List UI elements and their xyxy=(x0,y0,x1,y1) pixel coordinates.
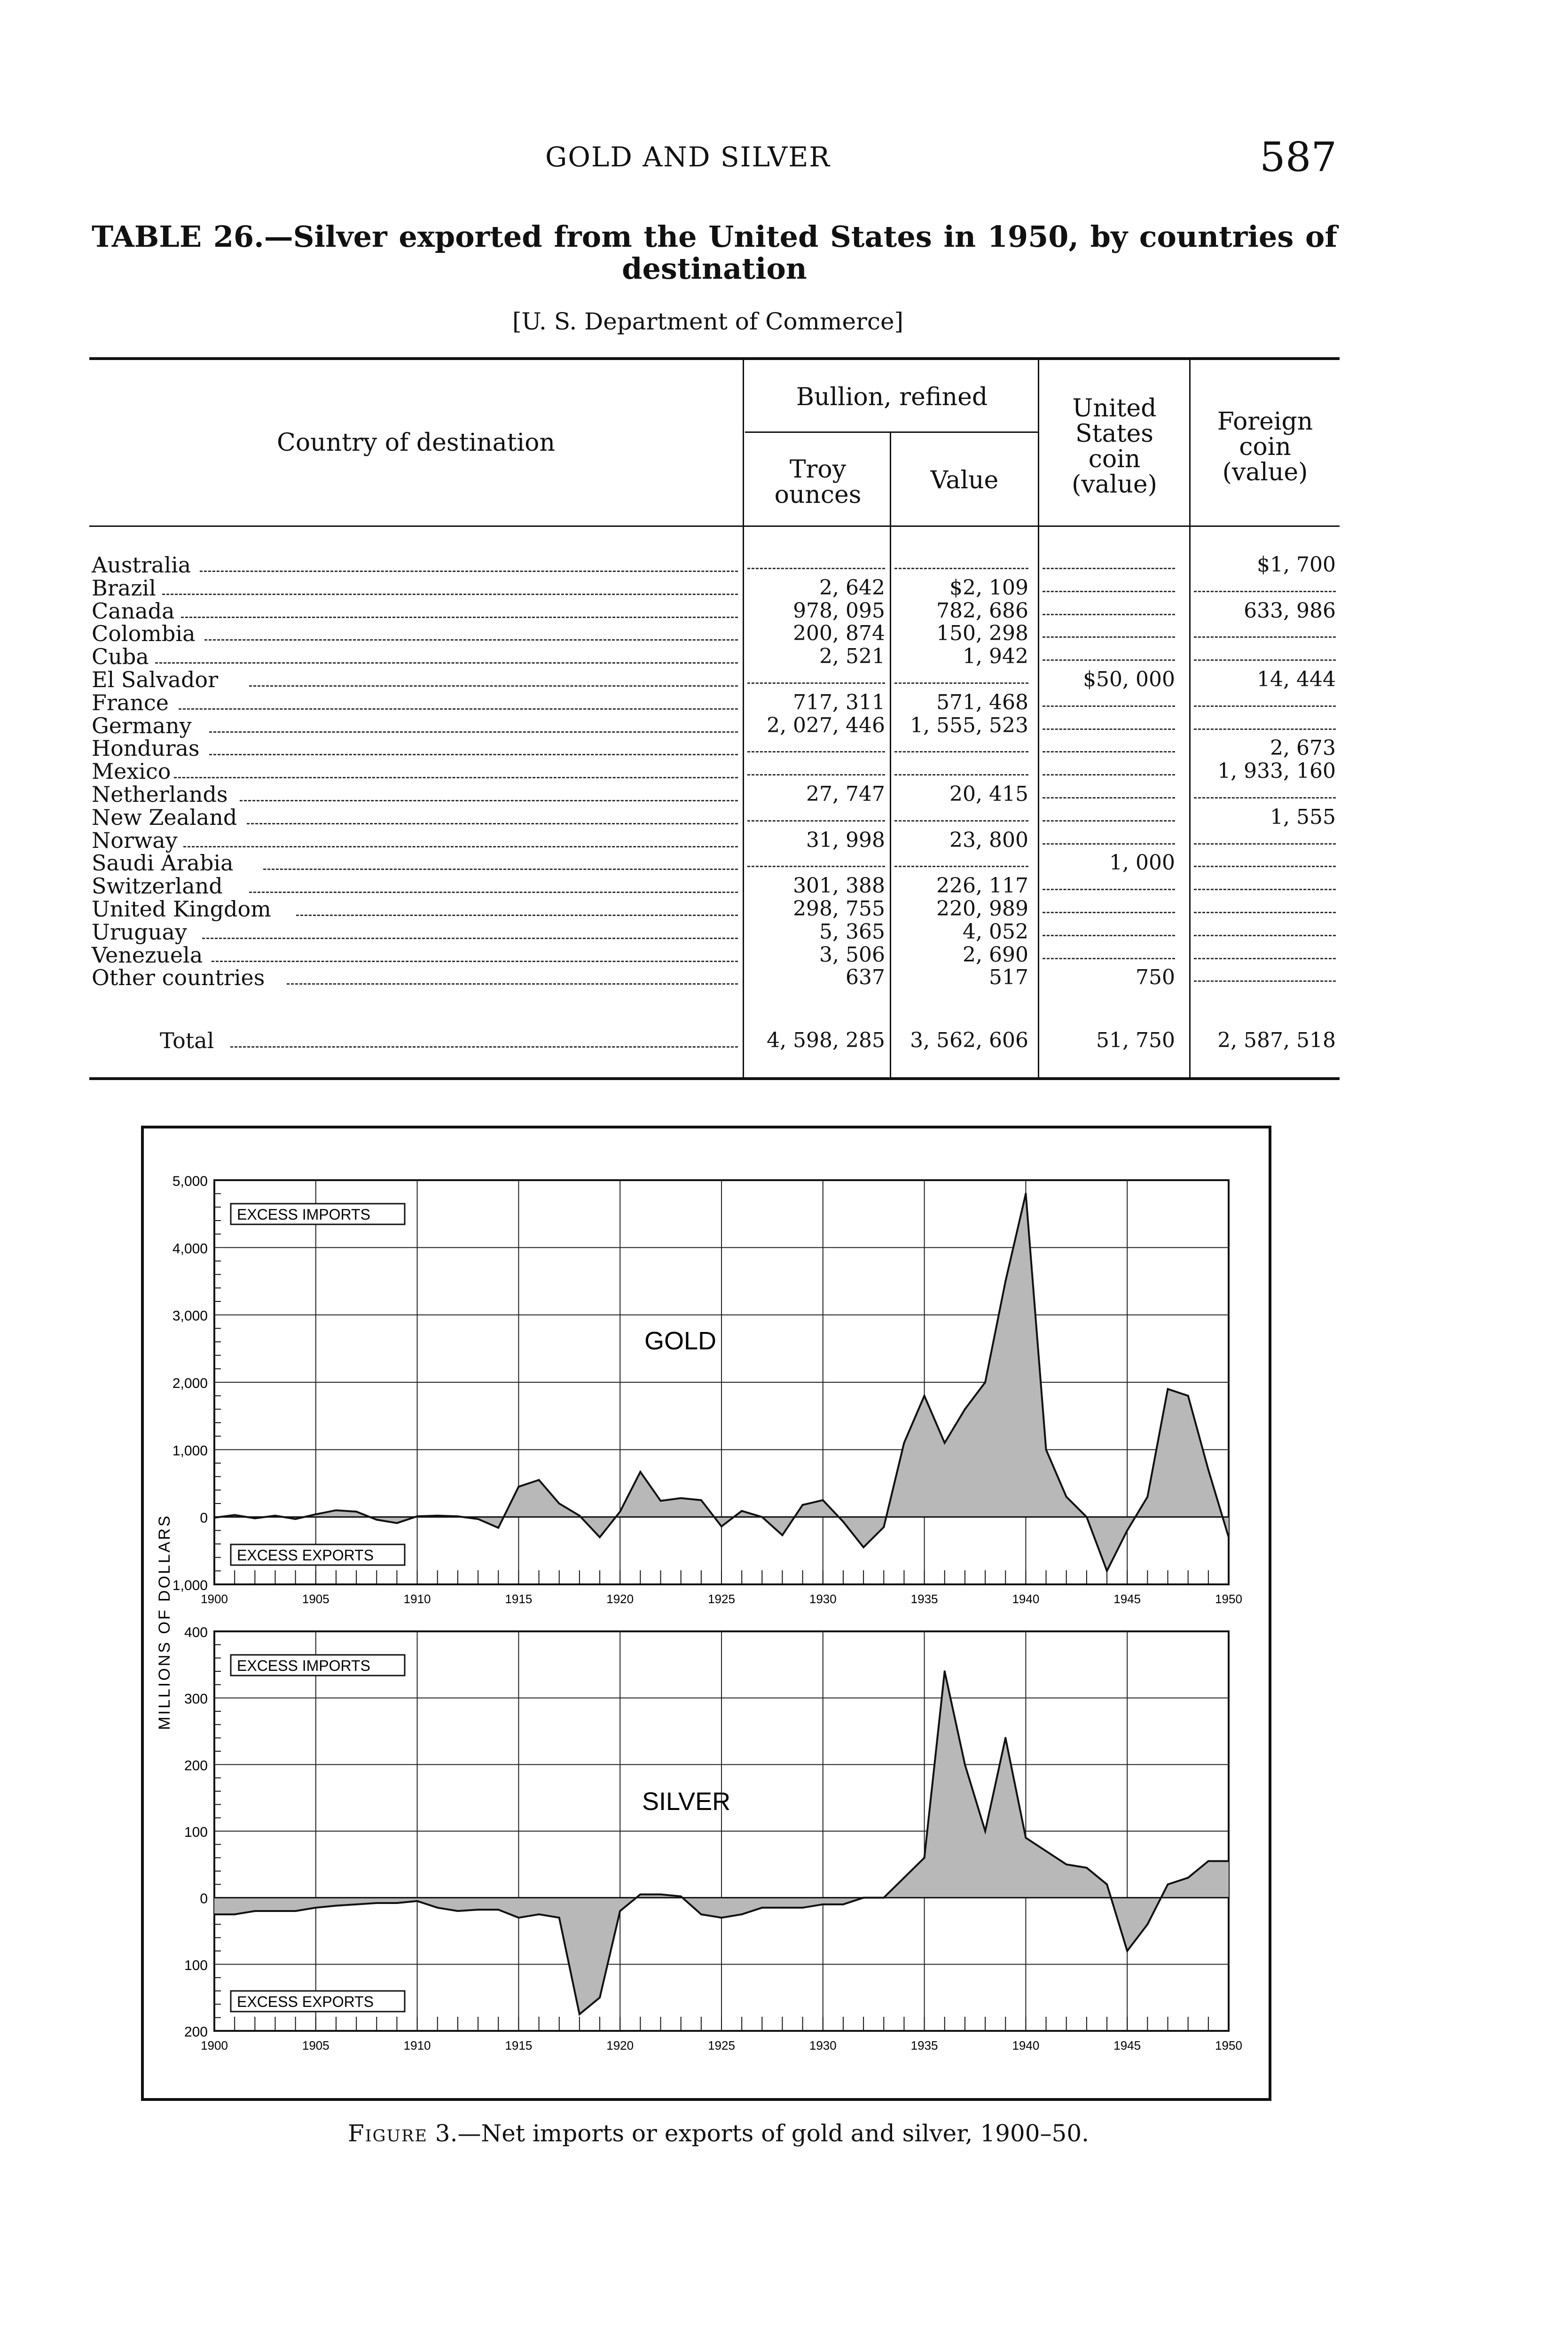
empty-cell-dashes xyxy=(894,820,1028,822)
cell-foreign: 1, 555 xyxy=(1270,805,1336,829)
header-troy-ounces-line: ounces xyxy=(774,481,862,509)
silver-x-tick-label: 1910 xyxy=(403,2038,431,2052)
empty-cell-dashes xyxy=(1194,843,1336,845)
silver-data-point xyxy=(781,1907,783,1909)
empty-cell-dashes xyxy=(1043,820,1175,822)
cell-troy: 27, 747 xyxy=(806,782,885,806)
silver-data-point xyxy=(254,1910,256,1912)
cell-value: 150, 298 xyxy=(936,621,1028,646)
gold-data-point xyxy=(437,1515,439,1517)
gold-x-tick-label: 1940 xyxy=(1012,1592,1040,1606)
empty-cell-dashes xyxy=(1043,568,1175,569)
empty-cell-dashes xyxy=(1043,958,1175,959)
gold-x-tick-label: 1935 xyxy=(910,1592,938,1606)
empty-cell-dashes xyxy=(1194,866,1336,867)
gold-x-tick-label: 1905 xyxy=(302,1592,329,1606)
gold-data-point xyxy=(862,1546,864,1548)
silver-data-point xyxy=(477,1909,479,1911)
y-axis-label: MILLIONS OF DOLLARS xyxy=(156,1514,173,1730)
gold-data-point xyxy=(619,1511,621,1512)
empty-cell-dashes xyxy=(747,820,885,822)
dot-leader xyxy=(202,938,738,939)
caption-prefix: Figure xyxy=(348,2120,428,2147)
header-country: Country of destination xyxy=(277,429,555,457)
gold-data-point xyxy=(558,1503,560,1504)
cell-value: 517 xyxy=(989,965,1028,990)
cell-value: 782, 686 xyxy=(936,598,1028,623)
silver-y-tick-label: 400 xyxy=(184,1625,208,1640)
silver-data-point xyxy=(822,1904,824,1905)
empty-cell-dashes xyxy=(1194,659,1336,661)
cell-value: 1, 555, 523 xyxy=(910,713,1028,737)
silver-data-point xyxy=(1228,1860,1230,1862)
empty-cell-dashes xyxy=(894,751,1028,752)
cell-value: 4, 052 xyxy=(963,919,1028,944)
gold-data-point xyxy=(274,1515,276,1517)
cell-troy: 301, 388 xyxy=(793,874,885,898)
silver-data-point xyxy=(639,1894,641,1896)
table-top-rule xyxy=(89,357,1340,360)
figure-caption xyxy=(348,2120,1089,2147)
silver-x-tick-label: 1950 xyxy=(1215,2038,1242,2052)
cell-troy: 2, 642 xyxy=(819,575,885,600)
silver-data-point xyxy=(842,1904,844,1905)
gold-data-point xyxy=(599,1536,601,1538)
silver-data-point xyxy=(660,1894,662,1896)
row-country: Germany xyxy=(92,713,192,738)
silver-data-point xyxy=(1106,1883,1108,1885)
cell-value: 2, 690 xyxy=(963,942,1028,967)
gold-data-point xyxy=(1004,1280,1006,1282)
dot-leader xyxy=(296,915,738,916)
gold-x-tick-label: 1915 xyxy=(505,1592,533,1606)
gold-data-point xyxy=(822,1499,824,1501)
dot-leader xyxy=(249,892,738,893)
empty-cell-dashes xyxy=(1043,728,1175,730)
row-country: Mexico xyxy=(92,759,171,784)
gold-data-point xyxy=(903,1442,905,1444)
silver-x-tick-label: 1900 xyxy=(201,2038,228,2052)
cell-us-coin: 51, 750 xyxy=(1096,1028,1175,1052)
gold-data-point xyxy=(1126,1529,1128,1531)
gold-data-point xyxy=(1187,1395,1189,1397)
empty-cell-dashes xyxy=(894,568,1028,569)
header-troy-ounces xyxy=(745,457,891,508)
gold-data-point xyxy=(639,1471,641,1473)
gold-x-tick-label: 1925 xyxy=(708,1592,735,1606)
dot-leader xyxy=(247,823,738,824)
gold-data-point xyxy=(213,1517,215,1519)
row-country: Australia xyxy=(92,552,191,578)
silver-data-point xyxy=(274,1910,276,1912)
silver-data-point xyxy=(761,1907,763,1909)
empty-cell-dashes xyxy=(1194,705,1336,707)
empty-cell-dashes xyxy=(1043,912,1175,913)
cell-us-coin: 1, 000 xyxy=(1109,851,1175,875)
silver-data-point xyxy=(335,1905,337,1907)
silver-data-point xyxy=(457,1910,459,1912)
figure-chart xyxy=(144,1128,1269,2098)
silver-data-point xyxy=(437,1907,439,1909)
gold-y-tick-label: 2,000 xyxy=(172,1376,208,1391)
silver-data-point xyxy=(1086,1867,1088,1869)
silver-excess-imports-box-label: EXCESS IMPORTS xyxy=(237,1657,370,1674)
gold-data-point xyxy=(1066,1496,1067,1498)
column-divider xyxy=(743,360,744,1077)
empty-cell-dashes xyxy=(747,866,885,867)
table-title xyxy=(92,221,1337,285)
header-troy-ounces-line: Troy xyxy=(789,455,847,484)
gold-data-point xyxy=(924,1395,925,1397)
gold-data-point xyxy=(457,1515,459,1517)
silver-x-tick-label: 1945 xyxy=(1113,2038,1141,2052)
row-country: Other countries xyxy=(92,965,265,991)
gold-x-tick-label: 1930 xyxy=(809,1592,837,1606)
silver-data-point xyxy=(964,1763,966,1765)
silver-series-label: SILVER xyxy=(642,1787,731,1816)
cell-troy: 31, 998 xyxy=(806,828,885,852)
gold-x-tick-label: 1910 xyxy=(403,1592,431,1606)
cell-troy: 717, 311 xyxy=(793,690,885,714)
silver-data-point xyxy=(1167,1883,1169,1885)
dot-leader xyxy=(183,846,738,847)
header-foreign-coin-line: (value) xyxy=(1222,458,1308,486)
dot-leader xyxy=(230,1046,738,1048)
dot-leader xyxy=(209,731,738,733)
cell-foreign: 2, 587, 518 xyxy=(1217,1028,1336,1052)
gold-data-point xyxy=(396,1522,398,1524)
gold-y-tick-label: 4,000 xyxy=(172,1241,208,1257)
gold-data-point xyxy=(376,1519,377,1520)
cell-value: $2, 109 xyxy=(949,575,1028,600)
silver-y-tick-label: 200 xyxy=(184,2024,208,2040)
empty-cell-dashes xyxy=(747,682,885,684)
silver-y-tick-label: 100 xyxy=(184,1825,208,1840)
silver-x-tick-label: 1940 xyxy=(1012,2038,1040,2052)
cell-troy: 4, 598, 285 xyxy=(767,1028,885,1052)
gold-data-point xyxy=(944,1442,946,1444)
cell-foreign: 2, 673 xyxy=(1270,736,1336,760)
silver-data-point xyxy=(558,1917,560,1919)
empty-cell-dashes xyxy=(1194,889,1336,890)
empty-cell-dashes xyxy=(1043,636,1175,638)
header-value: Value xyxy=(930,466,999,494)
empty-cell-dashes xyxy=(747,568,885,569)
cell-value: 3, 562, 606 xyxy=(910,1028,1028,1052)
table-source: [U. S. Department of Commerce] xyxy=(512,308,904,335)
gold-data-point xyxy=(700,1499,702,1501)
gold-excess-imports-box-label: EXCESS IMPORTS xyxy=(237,1206,370,1223)
header-us-coin-line: States xyxy=(1075,420,1153,448)
silver-data-point xyxy=(396,1902,398,1904)
gold-y-tick-label: 3,000 xyxy=(172,1308,208,1324)
empty-cell-dashes xyxy=(894,774,1028,776)
silver-data-point xyxy=(619,1910,621,1912)
gold-data-point xyxy=(538,1479,540,1481)
dot-leader xyxy=(162,594,738,595)
silver-data-point xyxy=(944,1670,946,1672)
header-foreign-coin xyxy=(1191,409,1340,485)
cell-value: 571, 468 xyxy=(936,690,1028,714)
gold-data-point xyxy=(721,1526,722,1528)
empty-cell-dashes xyxy=(1043,797,1175,799)
silver-data-point xyxy=(721,1917,722,1919)
gold-y-tick-label: 1,000 xyxy=(172,1443,208,1459)
dot-leader xyxy=(209,754,738,755)
gold-data-point xyxy=(680,1497,682,1499)
empty-cell-dashes xyxy=(1194,591,1336,592)
empty-cell-dashes xyxy=(1194,980,1336,982)
table-title-line-1: TABLE 26.—Silver exported from the United States in 1950, by countries of xyxy=(92,219,1337,254)
silver-data-point xyxy=(1146,1923,1148,1925)
dot-leader xyxy=(181,617,738,618)
silver-data-point xyxy=(234,1913,235,1915)
cell-foreign: 14, 444 xyxy=(1257,667,1336,691)
silver-data-point xyxy=(883,1897,885,1899)
gold-data-point xyxy=(1228,1536,1230,1538)
silver-x-tick-label: 1920 xyxy=(606,2038,634,2052)
gold-x-tick-label: 1950 xyxy=(1215,1592,1242,1606)
gold-data-point xyxy=(234,1514,235,1516)
gold-y-tick-label: 1,000 xyxy=(172,1578,208,1593)
silver-data-point xyxy=(579,2013,580,2015)
cell-foreign: 633, 986 xyxy=(1244,598,1336,623)
gold-data-point xyxy=(883,1526,885,1528)
gold-data-point xyxy=(761,1516,763,1518)
dot-leader xyxy=(179,708,738,710)
row-country: Total xyxy=(160,1028,214,1053)
gold-x-tick-label: 1900 xyxy=(201,1592,228,1606)
silver-data-point xyxy=(680,1896,682,1897)
gold-excess-exports-box-label: EXCESS EXPORTS xyxy=(237,1547,374,1564)
header-bullion-refined: Bullion, refined xyxy=(796,383,988,411)
empty-cell-dashes xyxy=(1194,958,1336,959)
cell-troy: 5, 365 xyxy=(819,919,885,944)
silver-data-point xyxy=(1187,1877,1189,1879)
gold-series-label: GOLD xyxy=(644,1327,717,1355)
gold-x-tick-label: 1920 xyxy=(606,1592,634,1606)
silver-data-point xyxy=(315,1907,317,1909)
silver-data-point xyxy=(1126,1950,1128,1952)
page-number: 587 xyxy=(1260,134,1337,181)
cell-foreign: $1, 700 xyxy=(1257,553,1336,577)
cell-troy: 298, 755 xyxy=(793,897,885,921)
cell-value: 20, 415 xyxy=(949,782,1028,806)
dot-leader xyxy=(287,983,738,985)
gold-data-point xyxy=(984,1381,986,1383)
cell-troy: 200, 874 xyxy=(793,621,885,646)
empty-cell-dashes xyxy=(1194,636,1336,638)
silver-data-point xyxy=(802,1907,804,1909)
row-country: Norway xyxy=(92,827,178,853)
gold-data-point xyxy=(254,1518,256,1520)
silver-data-point xyxy=(295,1910,297,1912)
silver-data-point xyxy=(213,1913,215,1915)
table-header-rule xyxy=(89,525,1340,527)
gold-data-point xyxy=(1106,1570,1108,1572)
silver-data-point xyxy=(862,1897,864,1899)
silver-data-point xyxy=(903,1877,905,1879)
row-country: France xyxy=(92,689,169,715)
cell-value: 23, 800 xyxy=(949,828,1028,852)
dot-leader xyxy=(155,662,738,664)
dot-leader xyxy=(249,685,738,687)
empty-cell-dashes xyxy=(1043,705,1175,707)
empty-cell-dashes xyxy=(1043,889,1175,890)
gold-x-tick-label: 1945 xyxy=(1113,1592,1141,1606)
row-country: Canada xyxy=(92,598,175,624)
cell-value: 1, 942 xyxy=(963,644,1028,669)
empty-cell-dashes xyxy=(1043,935,1175,936)
silver-x-tick-label: 1930 xyxy=(809,2038,837,2052)
cell-us-coin: $50, 000 xyxy=(1083,667,1175,691)
gold-data-point xyxy=(660,1500,662,1502)
row-country: Venezuela xyxy=(92,942,203,968)
empty-cell-dashes xyxy=(747,774,885,776)
gold-data-point xyxy=(1025,1193,1027,1195)
silver-data-point xyxy=(741,1913,743,1915)
silver-excess-exports-box-label: EXCESS EXPORTS xyxy=(237,1993,374,2010)
cell-troy: 2, 521 xyxy=(819,644,885,669)
empty-cell-dashes xyxy=(1194,797,1336,799)
gold-data-point xyxy=(964,1408,966,1410)
silver-data-point xyxy=(497,1909,499,1911)
row-country: Colombia xyxy=(92,621,196,647)
row-country: Cuba xyxy=(92,644,149,670)
dot-leader xyxy=(240,800,738,801)
gold-data-point xyxy=(315,1513,317,1515)
gold-data-point xyxy=(335,1509,337,1511)
silver-y-tick-label: 100 xyxy=(184,1958,208,1974)
gold-y-tick-label: 0 xyxy=(200,1510,208,1526)
header-us-coin-line: coin xyxy=(1088,445,1141,473)
silver-x-tick-label: 1925 xyxy=(708,2038,735,2052)
dot-leader xyxy=(174,777,738,778)
empty-cell-dashes xyxy=(1043,843,1175,845)
running-head: GOLD AND SILVER xyxy=(545,141,831,173)
gold-data-point xyxy=(1167,1388,1169,1390)
empty-cell-dashes xyxy=(1194,912,1336,913)
empty-cell-dashes xyxy=(1043,774,1175,776)
figure-frame xyxy=(141,1126,1271,2101)
row-country: Saudi Arabia xyxy=(92,850,234,876)
cell-troy: 637 xyxy=(846,965,885,990)
row-country: Netherlands xyxy=(92,782,228,807)
table-bottom-rule xyxy=(89,1077,1340,1080)
gold-data-point xyxy=(295,1518,297,1520)
gold-data-point xyxy=(1207,1469,1209,1471)
silver-data-point xyxy=(599,1997,601,1998)
row-country: United Kingdom xyxy=(92,896,271,922)
cell-troy: 2, 027, 446 xyxy=(767,713,885,737)
silver-data-point xyxy=(1004,1737,1006,1739)
silver-y-tick-label: 200 xyxy=(184,1758,208,1774)
header-us-coin-line: (value) xyxy=(1072,470,1157,499)
silver-data-point xyxy=(700,1913,702,1915)
row-country: Brazil xyxy=(92,575,156,601)
gold-data-point xyxy=(781,1534,783,1536)
empty-cell-dashes xyxy=(894,866,1028,867)
row-country: Honduras xyxy=(92,736,200,761)
bullion-group-rule xyxy=(745,431,1039,433)
cell-troy: 978, 095 xyxy=(793,598,885,623)
gold-data-point xyxy=(741,1510,743,1512)
gold-data-point xyxy=(416,1515,418,1517)
row-country: Uruguay xyxy=(92,919,187,945)
gold-data-point xyxy=(477,1518,479,1520)
gold-data-point xyxy=(802,1504,804,1506)
gold-data-point xyxy=(355,1511,357,1512)
empty-cell-dashes xyxy=(1043,751,1175,752)
silver-data-point xyxy=(1066,1864,1067,1865)
empty-cell-dashes xyxy=(894,682,1028,684)
row-country: Switzerland xyxy=(92,873,223,899)
header-us-coin-line: United xyxy=(1072,394,1157,423)
gold-data-point xyxy=(1045,1449,1047,1450)
row-country: El Salvador xyxy=(92,667,219,692)
silver-y-tick-label: 300 xyxy=(184,1691,208,1707)
silver-x-tick-label: 1915 xyxy=(505,2038,533,2052)
cell-troy: 3, 506 xyxy=(819,942,885,967)
empty-cell-dashes xyxy=(747,751,885,752)
header-us-coin xyxy=(1039,396,1190,497)
gold-data-point xyxy=(579,1515,580,1517)
cell-value: 220, 989 xyxy=(936,897,1028,921)
gold-data-point xyxy=(497,1527,499,1529)
header-foreign-coin-line: Foreign xyxy=(1217,407,1313,436)
silver-x-tick-label: 1905 xyxy=(302,2038,329,2052)
gold-data-point xyxy=(1086,1516,1088,1518)
gold-data-point xyxy=(517,1486,519,1488)
empty-cell-dashes xyxy=(1043,591,1175,592)
row-country: New Zealand xyxy=(92,804,237,830)
silver-data-point xyxy=(538,1913,540,1915)
silver-data-point xyxy=(517,1917,519,1919)
silver-data-point xyxy=(1207,1860,1209,1862)
silver-data-point xyxy=(1025,1837,1027,1839)
gold-data-point xyxy=(1146,1496,1148,1498)
silver-data-point xyxy=(376,1902,377,1904)
empty-cell-dashes xyxy=(1043,614,1175,615)
column-divider xyxy=(890,433,891,1077)
dot-leader xyxy=(212,961,738,962)
empty-cell-dashes xyxy=(1194,728,1336,730)
gold-y-tick-label: 5,000 xyxy=(172,1174,208,1189)
cell-us-coin: 750 xyxy=(1136,965,1175,990)
cell-value: 226, 117 xyxy=(936,874,1028,898)
silver-data-point xyxy=(924,1857,925,1859)
table-title-line-2: destination xyxy=(622,251,807,286)
silver-y-tick-label: 0 xyxy=(200,1891,208,1907)
empty-cell-dashes xyxy=(1194,935,1336,936)
empty-cell-dashes xyxy=(1043,659,1175,661)
caption-text: 3.—Net imports or exports of gold and silver, 1900–50. xyxy=(427,2120,1090,2147)
silver-x-tick-label: 1935 xyxy=(910,2038,938,2052)
dot-leader xyxy=(200,571,738,572)
dot-leader xyxy=(204,639,738,641)
gold-data-point xyxy=(842,1521,844,1523)
silver-data-point xyxy=(1045,1850,1047,1852)
header-foreign-coin-line: coin xyxy=(1239,433,1291,461)
dot-leader xyxy=(263,869,738,870)
silver-data-point xyxy=(355,1904,357,1905)
silver-data-point xyxy=(416,1900,418,1902)
silver-data-point xyxy=(984,1830,986,1832)
cell-foreign: 1, 933, 160 xyxy=(1217,759,1336,783)
